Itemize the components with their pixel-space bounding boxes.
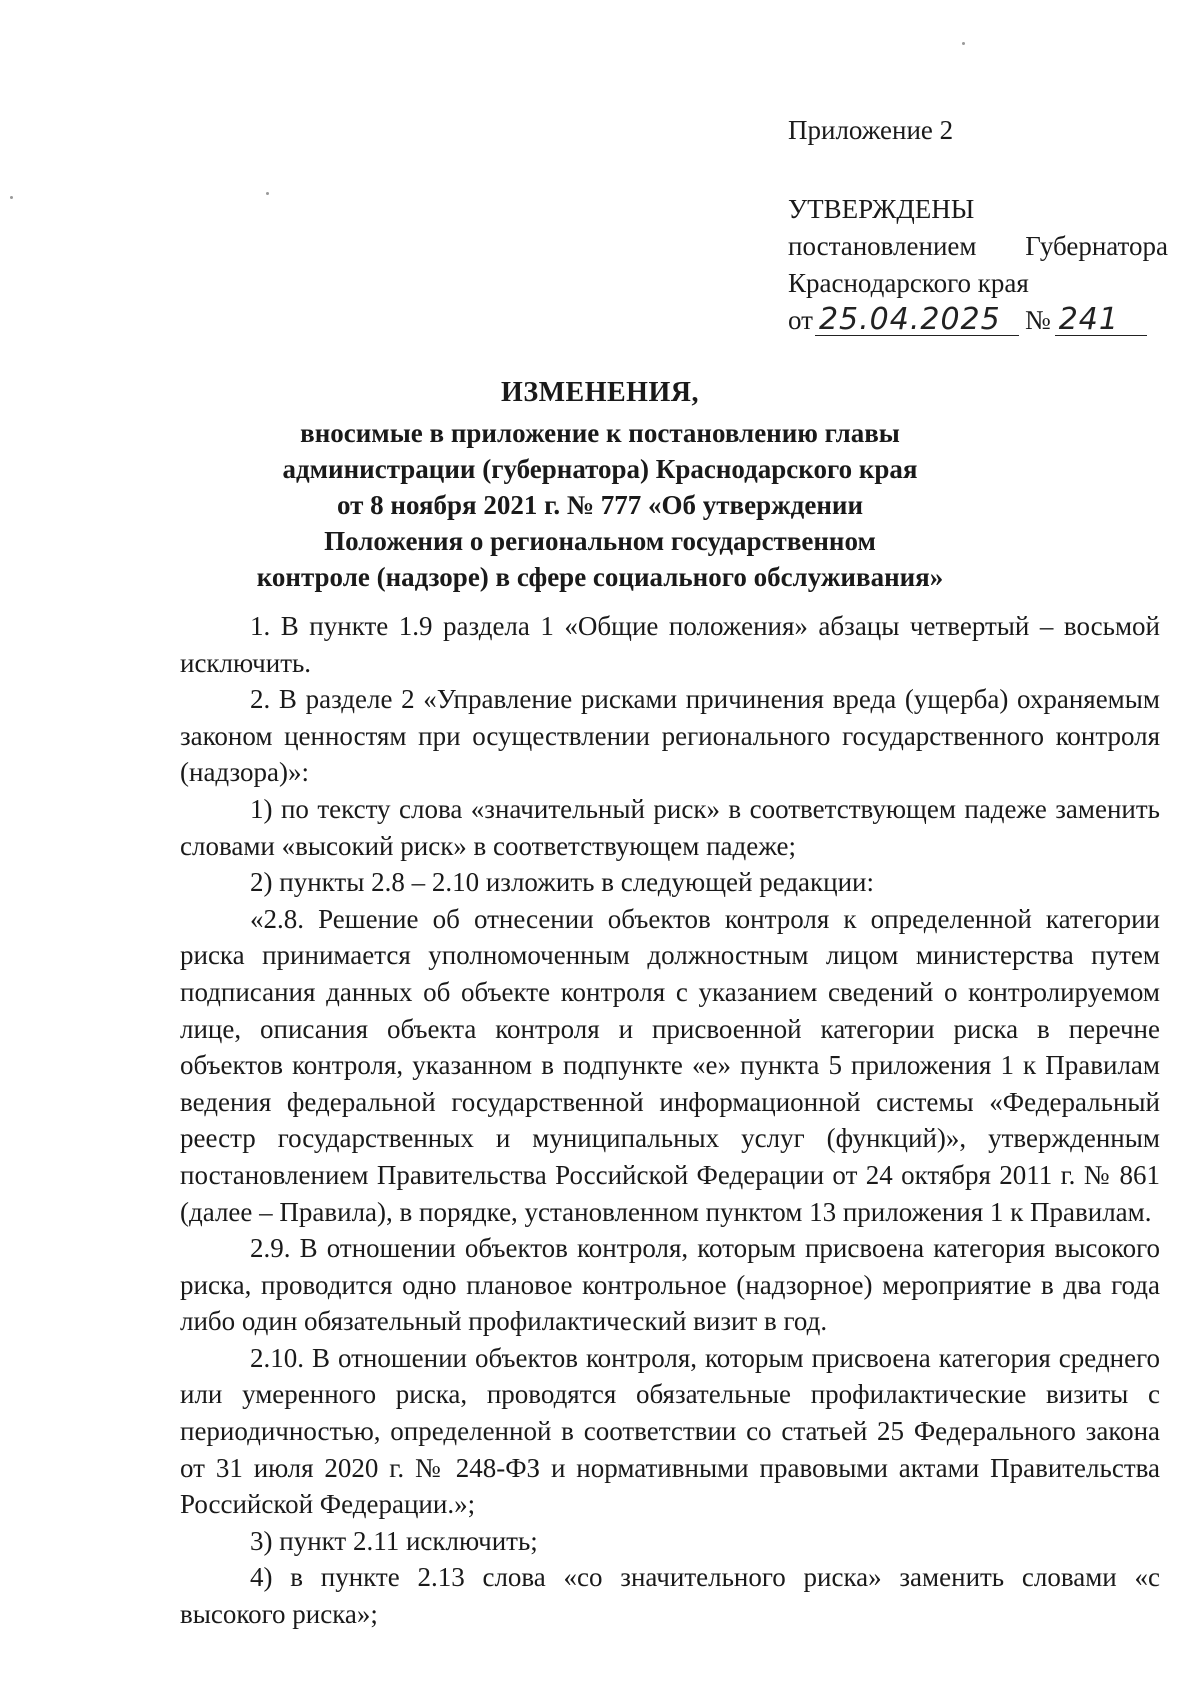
paragraph: 1. В пункте 1.9 раздела 1 «Общие положения» абзацы четвертый – восьмой исключить. (180, 611, 1160, 678)
date-prefix: от (788, 305, 813, 335)
paragraph: 4) в пункте 2.13 слова «со значительного риска» заменить словами «с высокого риска»; (180, 1562, 1160, 1630)
paragraph: 2.10. В отношении объектов контроля, которым присвоена категория среднего или умеренного риска, проводятся обязательные профилактические визиты с периодичностью, определенной в соответствии со статьей 25 Федерального закона от 31 июля 2020 г. № 248-ФЗ и нормативными правовыми актами Правительства Российской Федерации.»; (180, 1342, 1160, 1520)
annex-label: Приложение 2 (788, 115, 954, 145)
heading-line: вносимые в приложение к постановлению главы (300, 418, 900, 448)
resolution-word: постановлением (788, 231, 977, 261)
paragraph: 2. В разделе 2 «Управление рисками причинения вреда (ущерба) охраняемым законом ценностям при осуществлении регионального государственного контроля (надзора)»: (180, 684, 1160, 788)
paragraph: 2.9. В отношении объектов контроля, которым присвоена категория высокого риска, проводится одно плановое контрольное (надзорное) мероприятие в два года либо один обязательный профилактический визит в год. (180, 1233, 1160, 1337)
resolution-line (788, 228, 1168, 265)
handwritten-date: 25.04.2025 (815, 305, 1019, 336)
scan-speck (266, 192, 269, 195)
approved-word: УТВЕРЖДЕНЫ (788, 194, 975, 224)
paragraph: 3) пункт 2.11 исключить; (250, 1525, 538, 1556)
date-number-line (788, 302, 1168, 339)
paragraph: 2) пункты 2.8 – 2.10 изложить в следующей редакции: (250, 867, 875, 898)
paragraph: 1) по тексту слова «значительный риск» в соответствующем падеже заменить словами «высокий риск» в соответствующем падеже; (180, 793, 1160, 861)
handwritten-number: 241 (1055, 305, 1147, 336)
paragraph: «2.8. Решение об отнесении объектов контроля к определенной категории риска принимается уполномоченным должностным лицом министерства путем подписания данных об объекте контроля с указанием сведений о контролируемом лице, описания объекта контроля и присвоенной категории риска в перечне объектов контроля, указанном в подпункте «е» пункта 5 приложения 1 к Правилам ведения федеральной государственной информационной системы «Федеральный реестр государственных и муниципальных услуг (функций)», утвержденным постановлением Правительства Российской Федерации от 24 октября 2011 г. № 861 (далее – Правила), в порядке, установленном пунктом 13 приложения 1 к Правилам. (180, 903, 1160, 1227)
document-heading (100, 375, 1100, 595)
heading-line: контроле (надзоре) в сфере социального обслуживания» (256, 562, 944, 592)
scan-speck (10, 196, 13, 199)
heading-line: от 8 ноября 2021 г. № 777 «Об утверждении (336, 490, 863, 520)
scan-speck (962, 42, 965, 45)
heading-line: Положения о региональном государственном (324, 526, 876, 556)
heading-title: ИЗМЕНЕНИЯ, (501, 377, 699, 408)
region-line: Краснодарского края (788, 268, 1029, 298)
heading-line: администрации (губернатора) Краснодарского края (282, 454, 918, 484)
governor-word: Губернатора (1025, 231, 1168, 261)
approval-block (788, 112, 1168, 339)
number-sign: № (1024, 305, 1051, 335)
document-body (180, 608, 1160, 1633)
